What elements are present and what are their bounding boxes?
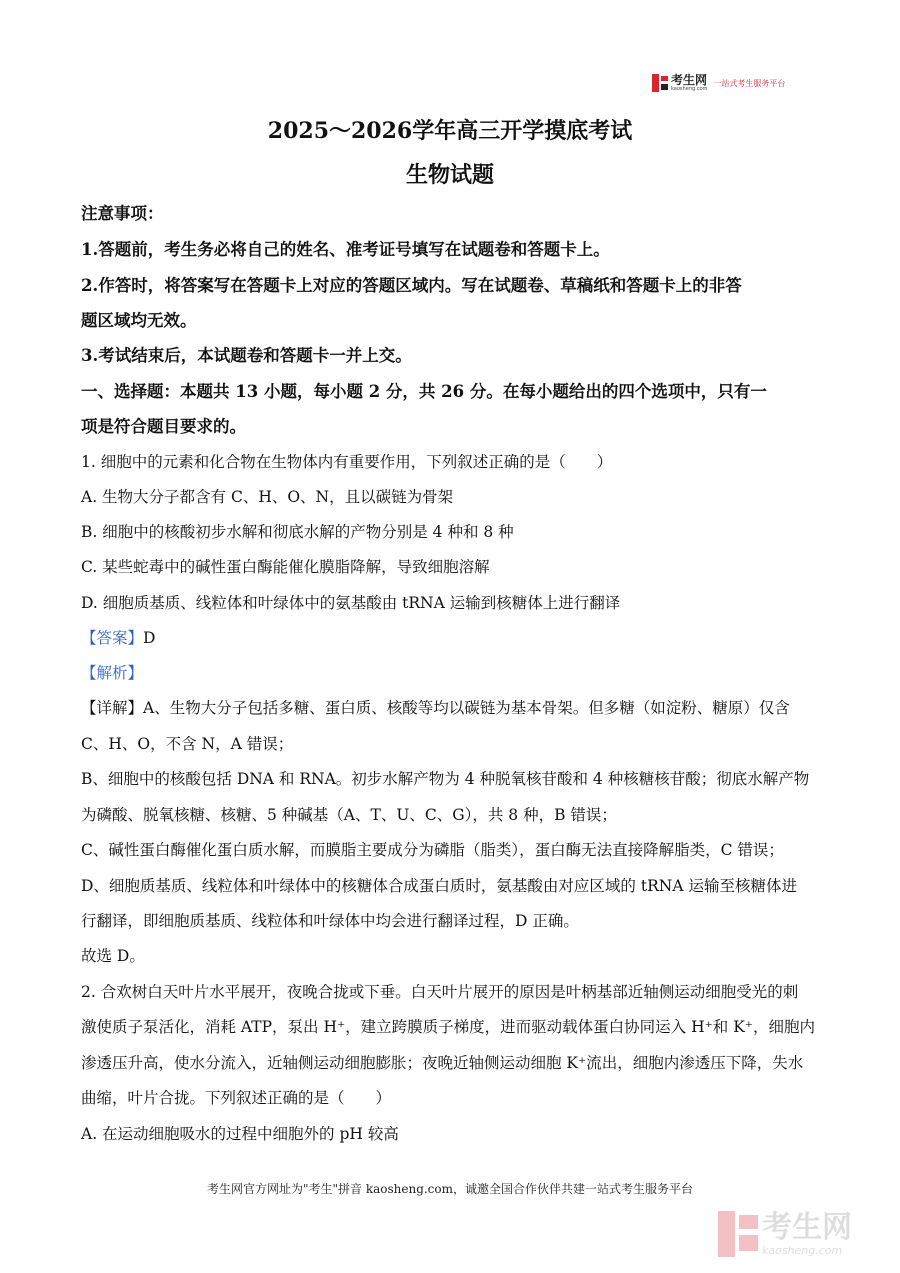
notice-item: 1.答题前，考生务必将自己的姓名、准考证号填写在试题卷和答题卡上。 bbox=[81, 240, 610, 259]
watermark-logo bbox=[718, 1206, 888, 1262]
logo-slogan: 一站式考生服务平台 bbox=[713, 78, 786, 88]
q1-detail-line: 为磷酸、脱氧核糖、核糖、5 种碱基（A、T、U、C、G），共 8 种，B 错误； bbox=[81, 806, 617, 824]
page-footer: 考生网官方网址为"考生"拼音 kaosheng.com，诚邀全国合作伙伴共建一站式考生服务平台 bbox=[206, 1182, 694, 1196]
logo-url: kaosheng.com bbox=[671, 86, 708, 92]
detail-label: 【详解】 bbox=[81, 699, 144, 717]
section-heading: 一、选择题：本题共 13 小题，每小题 2 分，共 26 分。在每小题给出的四个选项中，只有一 bbox=[81, 382, 767, 401]
q1-option-a: A. 生物大分子都含有 C、H、O、N，且以碳链为骨架 bbox=[81, 488, 454, 506]
q1-answer bbox=[81, 628, 155, 648]
q1-option-c: C. 某些蛇毒中的碱性蛋白酶能催化膜脂降解，导致细胞溶解 bbox=[81, 558, 490, 576]
q2-option-a: A. 在运动细胞吸水的过程中细胞外的 pH 较高 bbox=[81, 1125, 399, 1143]
notice-item: 题区域均无效。 bbox=[81, 311, 197, 330]
q1-detail-line: C、碱性蛋白酶催化蛋白质水解，而膜脂主要成分为磷脂（脂类），蛋白酶无法直接降解脂类，C 错误； bbox=[81, 841, 784, 859]
question-2-stem: 渗透压升高，使水分流入，近轴侧运动细胞膨胀；夜晚近轴侧运动细胞 K⁺流出，细胞内渗透压下降，失水 bbox=[81, 1054, 804, 1072]
watermark-icon bbox=[718, 1211, 758, 1257]
q1-detail-line: D、细胞质基质、线粒体和叶绿体中的核糖体合成蛋白质时，氨基酸由对应区域的 tRNA 运输至核糖体进 bbox=[81, 877, 797, 895]
page-title: 2025～2026学年高三开学摸底考试 bbox=[267, 118, 633, 144]
analysis-label: 【解析】 bbox=[81, 664, 144, 682]
section-heading-cont: 项是符合题目要求的。 bbox=[81, 417, 246, 436]
q1-detail-line: C、H、O，不含 N，A 错误； bbox=[81, 735, 294, 753]
question-2-stem: 2. 合欢树白天叶片水平展开，夜晚合拢或下垂。白天叶片展开的原因是叶柄基部近轴侧运动细胞受光的刺 bbox=[81, 983, 799, 1001]
q1-detail-line: B、细胞中的核酸包括 DNA 和 RNA。初步水解产物为 4 种脱氧核苷酸和 4 种核糖核苷酸；彻底水解产物 bbox=[81, 770, 810, 788]
notice-item: 2.作答时，将答案写在答题卡上对应的答题区域内。写在试题卷、草稿纸和答题卡上的非答 bbox=[81, 276, 742, 295]
watermark-url: kaosheng.com bbox=[762, 1243, 843, 1257]
q1-option-b: B. 细胞中的核酸初步水解和彻底水解的产物分别是 4 种和 8 种 bbox=[81, 523, 514, 541]
answer-label: 【答案】 bbox=[81, 629, 144, 647]
watermark-name: 考生网 bbox=[762, 1209, 852, 1245]
logo-name: 考生网 bbox=[671, 73, 708, 87]
page-subtitle: 生物试题 bbox=[405, 162, 494, 188]
site-logo[interactable] bbox=[652, 72, 785, 94]
answer-value: D bbox=[143, 629, 156, 647]
q1-option-d: D. 细胞质基质、线粒体和叶绿体中的氨基酸由 tRNA 运输到核糖体上进行翻译 bbox=[81, 594, 621, 612]
notice-heading: 注意事项： bbox=[81, 204, 164, 223]
question-1-stem: 1. 细胞中的元素和化合物在生物体内有重要作用，下列叙述正确的是（ ） bbox=[81, 453, 613, 471]
notice-item: 3.考试结束后，本试题卷和答题卡一并上交。 bbox=[81, 346, 412, 365]
q1-detail-line bbox=[81, 698, 790, 718]
question-2-stem: 曲缩，叶片合拢。下列叙述正确的是（ ） bbox=[81, 1089, 392, 1107]
q1-conclusion: 故选 D。 bbox=[81, 947, 145, 965]
q1-detail-line: 行翻译，即细胞质基质、线粒体和叶绿体中均会进行翻译过程，D 正确。 bbox=[81, 912, 579, 930]
detail-text: A、生物大分子包括多糖、蛋白质、核酸等均以碳链为基本骨架。但多糖（如淀粉、糖原）仅含 bbox=[143, 699, 790, 717]
logo-icon bbox=[652, 74, 668, 92]
question-2-stem: 激使质子泵活化，消耗 ATP，泵出 H⁺，建立跨膜质子梯度，进而驱动载体蛋白协同运入 H⁺和 K⁺，细胞内 bbox=[81, 1018, 815, 1036]
